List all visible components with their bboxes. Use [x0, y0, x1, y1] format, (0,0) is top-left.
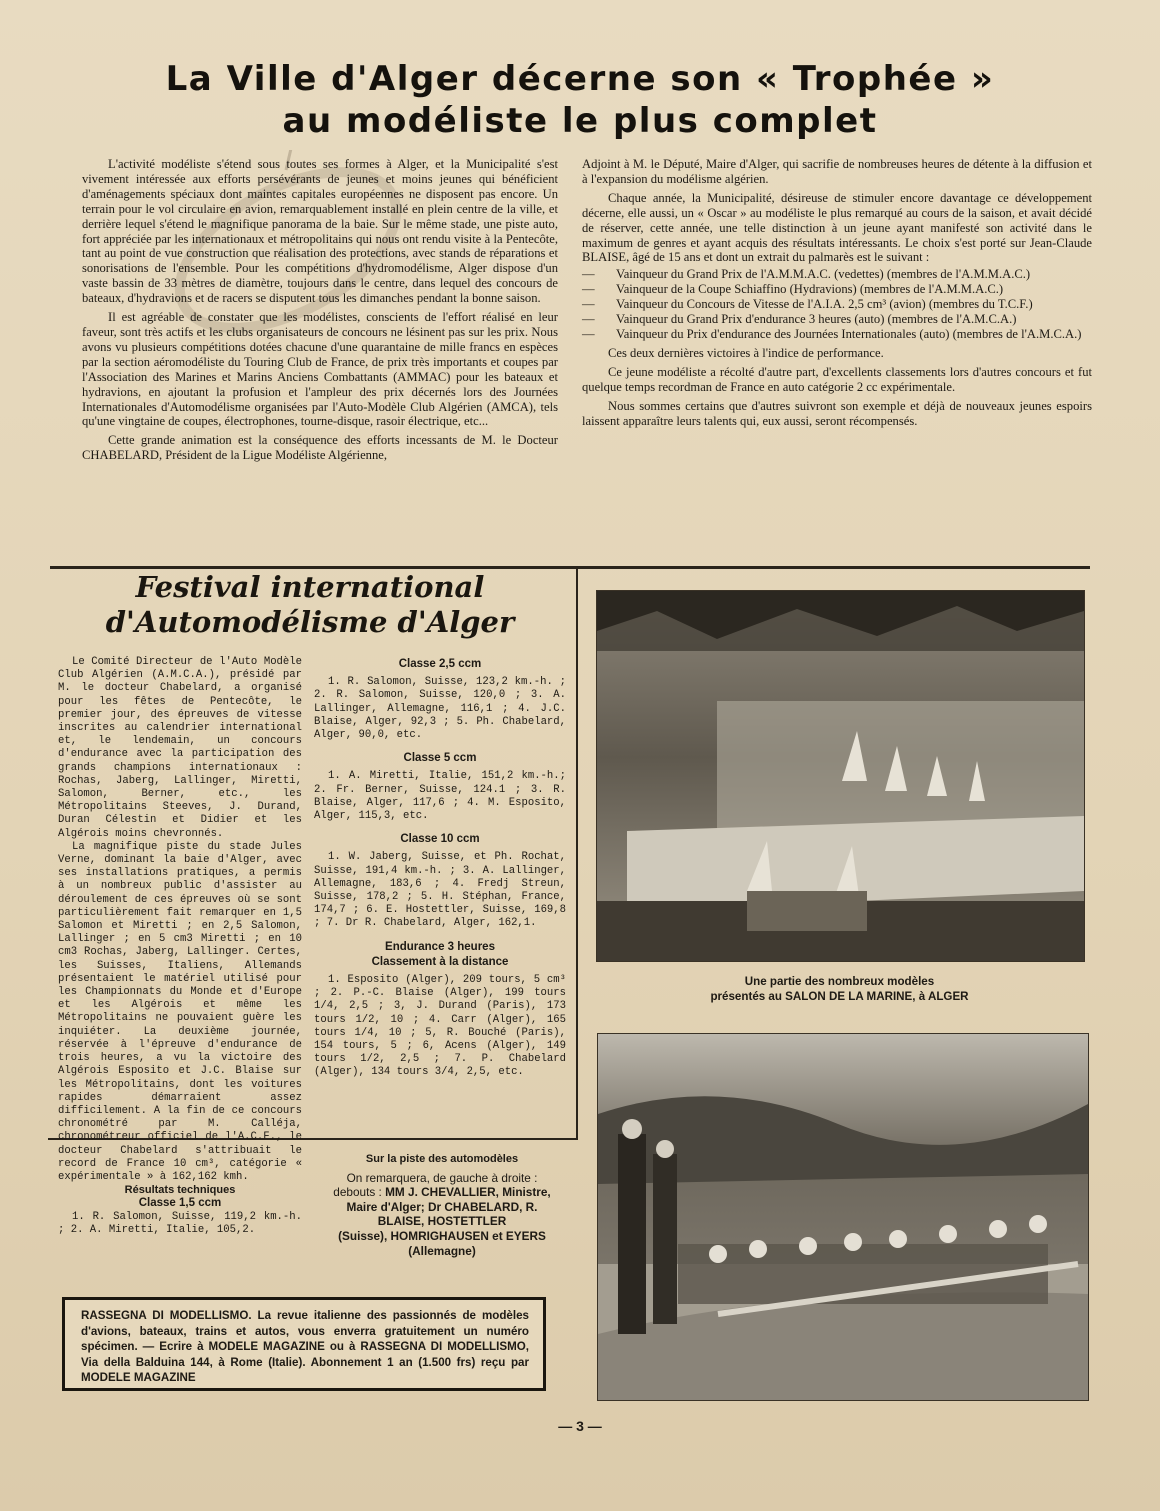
palmares-item: — Vainqueur du Prix d'endurance des Journées Internationales (auto) (membres de l'A.M.C.A.): [582, 327, 1092, 342]
class-heading: Endurance 3 heures: [385, 940, 495, 953]
class-results: 1. Esposito (Alger), 209 tours, 5 cm³ ; 2. P.-C. Blaise (Alger), 199 tours 1/4, 2,5 ; 3, J. Durand (Paris), 173 tours 1/2, 10 ; 4. Carr (Alger), 165 tours 1/4, 10 ; 5, R. Bouché (Paris), 154 tours, 5 ; 6, Acens (Alger), 149 tours 1/2, 2,5 ; 7. P. Chabelard (Alger), 134 tours 3/4, 2,5, etc.: [314, 974, 566, 1079]
results-label: Résultats techniques: [124, 1184, 236, 1197]
headline-line-1: La Ville d'Alger décerne son « Trophée »: [165, 59, 995, 99]
intro-paragraph: Adjoint à M. le Député, Maire d'Alger, qui sacrifie de nombreuses heures de détente à la diffusion et à l'expansion du modélisme algérien.: [582, 157, 1092, 186]
festival-title: [60, 570, 560, 640]
intro-paragraph: Cette grande animation est la conséquence des efforts incessants de M. le Docteur CHABELARD, Président de la Ligue Modéliste Algérienne,: [82, 433, 558, 463]
page-number: — 3 —: [558, 1418, 602, 1434]
track-caption-text: On remarquera, de gauche à droite : debouts :: [333, 1170, 538, 1200]
palmares-item: — Vainqueur du Grand Prix d'endurance 3 heures (auto) (membres de l'A.M.C.A.): [582, 312, 1092, 327]
headline-line-2: au modéliste le plus complet: [282, 101, 878, 141]
class-results: 1. R. Salomon, Suisse, 119,2 km.-h. ; 2. A. Miretti, Italie, 105,2.: [58, 1210, 302, 1236]
class-results: 1. A. Miretti, Italie, 151,2 km.-h.; 2. Fr. Berner, Suisse, 124.1 ; 3. R. Blaise, Alger, 117,6 ; 4. M. Esposito, Alger, 115,3, etc.: [314, 770, 566, 823]
class-results: 1. W. Jaberg, Suisse, et Ph. Rochat, Suisse, 191,4 km.-h. ; 3. A. Lallinger, Allemagne, 183,6 ; 4. Fredj Streun, Suisse, 178,2 ; 5. H. Stéphan, France, 174,7 ; 6. E. Hostettler, Suisse, 169,8 ; 7. Dr R. Chabelard, Alger, 162,1.: [314, 851, 566, 930]
track-caption-names-2: (Suisse), HOMRIGHAUSEN et EYERS (Allemagne): [338, 1228, 546, 1258]
class-heading: Classe 2,5 ccm: [398, 658, 482, 670]
festival-paragraph: Le Comité Directeur de l'Auto Modèle Club Algérien (A.M.C.A.), présidé par M. le docteur Chabelard, a organisé pour les fêtes de Pentecôte, le premier jour, des épreuves de vitesse inscrites au calendrier international et, le lendemain, un concours d'endurance avec la participation des grands champions internationaux : Rochas, Jaberg, Lallinger, Miretti, Salomon, Berner, etc., les Métropolitains Steeves, J. Durand, Duran Célestin et Didier et les Algérois moins chevronnés.: [58, 656, 302, 840]
photo-salon-icon: [596, 590, 1085, 962]
class-heading: Classe 1,5 ccm: [138, 1197, 222, 1210]
intro-left-column: [82, 157, 558, 463]
photo-track-icon: [597, 1033, 1089, 1401]
salon-caption-line-2: présentés au SALON DE LA MARINE, à ALGER: [710, 989, 969, 1003]
rassegna-advertisement: RASSEGNA DI MODELLISMO. La revue italienne des passionnés de modèles d'avions, bateaux, trains et autos, vous enverra gratuitement un numéro spécimen. — Ecrire à MODELE MAGAZINE ou à RASSEGNA DI MODELLISMO, Via della Balduina 144, à Rome (Italie). Abonnement 1 an (1.500 frs) reçu par MODELE MAGAZINE: [62, 1297, 546, 1391]
festival-title-line-2: d'Automodélisme d'Alger: [105, 605, 515, 639]
palmares-item: — Vainqueur de la Coupe Schiaffino (Hydravions) (membres de l'A.M.M.A.C.): [582, 282, 1092, 297]
headline: [60, 58, 1100, 142]
intro-paragraph: L'activité modéliste s'étend sous toutes ses formes à Alger, et la Municipalité s'est vivement intéressée aux efforts persévérants de jeunes et moins jeunes qui bénéficient d'aménagements spéciaux dont maintes capitales européennes ne disposent pas encore. Un terrain pour le vol circulaire en avion, remarquablement installé en plein centre de la ville, et derrière lequel s'étend le magnifique panorama de la baie. Sur le même stade, une piste auto, fort appréciée par les internationaux et métropolitains qui nous ont rendu visite à la Pentecôte, tant au point de vue construction que réalisation des protections, avec stands de réparations et sonorisations de l'ensemble. Pour les compétitions d'hydromodélisme, Alger dispose d'un vaste bassin de 33 mètres de diamètre, toujours dans le centre, dans lequel des concours de bateaux, d'hydravions et de racers se disputent tous les dimanches pendant la bonne saison.: [82, 157, 558, 306]
festival-right-column: [314, 658, 566, 1080]
track-photo-caption: [326, 1152, 558, 1258]
intro-right-column: [582, 157, 1092, 428]
track-caption-names: MM J. CHEVALLIER, Ministre, Maire d'Alger; Dr CHABELARD, R. BLAISE, HOSTETTLER: [346, 1185, 551, 1229]
intro-paragraph: Il est agréable de constater que les modélistes, conscients de l'effort réalisé en leur faveur, sont très actifs et les clubs organisateurs de concours ne lésinent pas sur les prix. Nous avons vu plusieurs compétitions dotées chacune d'une quarantaine de mille francs en espèces par la section aéromodéliste du Touring Club de France, de prix très importants et coupes par l'Association des Marines et Marins Anciens Combattants (AMMAC) pour les bateaux et hydravions, en ajoutant la profusion et l'ampleur des prix décernés lors des Journées Internationales d'Automodélisme organisées par l'Auto-Modèle Club Algérien (AMCA), tels qu'une vingtaine de coupes, électrophones, tourne-disque, rasoir électrique, etc...: [82, 310, 558, 429]
intro-paragraph: Chaque année, la Municipalité, désireuse de stimuler encore davantage ce développement décerne, elle aussi, un « Oscar » au modéliste le plus remarqué au cours de la saison, et avait décidé de réserver, cette année, une telle distinction à un jeune ayant manifesté son activité dans le maximum de genres et ayant acquis des résultats intéressants. Le choix s'est porté sur Jean-Claude BLAISE, âgé de 15 ans et dont un extrait du palmarès est le suivant :: [582, 190, 1092, 265]
palmares-list: [582, 267, 1092, 342]
salon-caption-line-1: Une partie des nombreux modèles: [744, 975, 935, 988]
class-heading: Classement à la distance: [371, 955, 509, 968]
class-heading: Classe 10 ccm: [400, 833, 480, 846]
class-heading: Classe 5 ccm: [403, 752, 477, 765]
track-caption-title: Sur la piste des automodèles: [365, 1153, 519, 1165]
intro-paragraph: Ces deux dernières victoires à l'indice de performance.: [608, 345, 884, 360]
intro-paragraph: Ce jeune modéliste a récolté d'autre part, d'excellents classements lors d'autres concours et fut quelque temps recordman de France en auto catégorie 2 cc expérimentale.: [582, 364, 1092, 394]
festival-left-column: [58, 656, 302, 1237]
class-results: 1. R. Salomon, Suisse, 123,2 km.-h. ; 2. R. Salomon, Suisse, 120,0 ; 3. A. Lallinger, Allemagne, 116,1 ; 4. J.C. Blaise, Alger, 92,3 ; 5. Ph. Chabelard, Alger, 90,0, etc.: [314, 676, 566, 742]
intro-paragraph: Nous sommes certains que d'autres suivront son exemple et déjà de nouveaux jeunes espoirs laissent apparaître leurs talents qui, eux aussi, seront récompensés.: [582, 398, 1092, 428]
palmares-item: — Vainqueur du Concours de Vitesse de l'A.I.A. 2,5 cm³ (avion) (membres du T.C.F.): [582, 297, 1092, 312]
salon-photo-caption: [596, 975, 1083, 1004]
palmares-item: — Vainqueur du Grand Prix de l'A.M.M.A.C. (vedettes) (membres de l'A.M.M.A.C.): [582, 267, 1092, 282]
festival-title-line-1: Festival international: [135, 570, 485, 604]
festival-paragraph: La magnifique piste du stade Jules Verne, dominant la baie d'Alger, avec ses installations pratiques, a permis à un nombreux public d'assister au déroulement de ces épreuves où se sont particulièrement fait remarquer en 1,5 Salomon et Miretti ; en 2,5 Salomon, Lallinger ; en 5 cm3 Miretti ; en 10 cm3 Rochas, Jaberg, Lallinger. Certes, les Suisses, Italiens, Allemands présentaient le matériel utilisé pour les Championnats du Monde et d'Europe et les Algérois et même les Métropolitains ne pouvaient guère les inquiéter. La deuxième journée, réservée à l'épreuve d'endurance de trois heures, a vu la victoire des Algérois Esposito et J.C. Blaise sur les Métropolitains, dont les voitures rapides démarraient assez difficilement. A la fin de ce concours chronométré par M. Calléja, chronométreur officiel de l'A.C.F., le docteur Chabelard s'attribuait le record de France 10 cm³, catégorie « expérimentale » à 162,162 kmh.: [58, 840, 302, 1183]
